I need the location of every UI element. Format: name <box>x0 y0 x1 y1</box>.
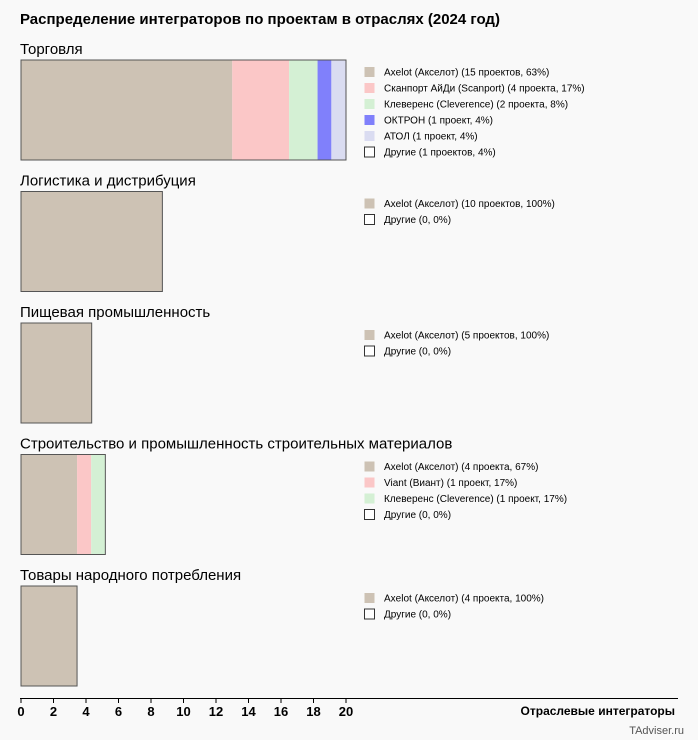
legend-label: Axelot (Акселот) (4 проекта, 100%) <box>384 593 545 605</box>
legend-swatch <box>365 215 375 225</box>
section-0 <box>20 41 585 160</box>
section-3 <box>20 436 567 555</box>
bar-segment <box>77 455 91 555</box>
legend-label: Другие (0, 0%) <box>384 510 452 521</box>
legend-swatch <box>365 67 375 77</box>
x-axis-title: Отраслевые интеграторы <box>520 704 675 718</box>
x-tick-label: 16 <box>273 704 289 719</box>
x-tick-label: 0 <box>17 704 25 719</box>
legend-swatch <box>365 346 375 356</box>
legend-label: Другие (0, 0%) <box>384 609 452 621</box>
source-label: TAdviser.ru <box>629 725 684 737</box>
legend-label: Viant (Виант) (1 проект, 17%) <box>384 478 518 489</box>
bar-segment <box>91 455 105 555</box>
bar-segment <box>331 60 346 160</box>
section-2 <box>20 304 549 423</box>
x-tick-label: 10 <box>176 704 191 719</box>
section-title: Логистика и дистрибуция <box>20 172 196 190</box>
legend-label: Клеверенс (Cleverence) (2 проекта, 8%) <box>384 99 569 111</box>
section-title: Товары народного потребления <box>20 567 242 584</box>
legend-label: Сканпорт АйДи (Scanport) (4 проекта, 17%) <box>384 83 585 95</box>
bar-segment <box>289 60 317 160</box>
legend-label: Axelot (Акселот) (4 проекта, 67%) <box>384 462 539 473</box>
section-title: Строительство и промышленность строительных материалов <box>20 435 453 453</box>
bar-segment <box>21 455 77 555</box>
legend-swatch <box>365 494 375 504</box>
legend-swatch <box>365 462 375 472</box>
x-tick-label: 12 <box>208 704 224 719</box>
legend-label: АТОЛ (1 проект, 4%) <box>384 131 478 143</box>
legend-label: Другие (0, 0%) <box>384 346 452 358</box>
legend-swatch <box>365 330 375 340</box>
legend-swatch <box>365 510 375 520</box>
sections <box>20 41 585 686</box>
legend-label: Axelot (Акселот) (5 проектов, 100%) <box>384 330 550 342</box>
bar-segment <box>21 60 232 160</box>
legend-swatch <box>365 199 375 209</box>
legend-swatch <box>365 609 375 619</box>
section-1 <box>20 173 555 292</box>
x-tick-label: 14 <box>241 704 256 719</box>
x-tick-label: 18 <box>306 704 321 719</box>
legend-swatch <box>365 593 375 603</box>
bar-segment <box>318 60 332 160</box>
legend-label: Axelot (Акселот) (15 проектов, 63%) <box>384 67 550 79</box>
legend-label: Axelot (Акселот) (10 проектов, 100%) <box>384 199 555 210</box>
legend-swatch <box>365 99 375 109</box>
x-tick-label: 2 <box>49 704 58 719</box>
x-tick-label: 4 <box>82 704 90 719</box>
x-tick-label: 8 <box>147 704 155 719</box>
x-tick-label: 20 <box>338 704 354 719</box>
bar-segment <box>21 586 77 686</box>
section-title: Пищевая промышленность <box>20 304 211 321</box>
bar-segment <box>232 60 289 160</box>
legend-swatch <box>365 115 375 125</box>
x-tick-label: 6 <box>114 704 123 719</box>
chart-title: Распределение интеграторов по проектам в отраслях (2024 год) <box>20 11 500 28</box>
legend-swatch <box>365 83 375 93</box>
legend-swatch <box>365 147 375 157</box>
legend-label: ОКТРОН (1 проект, 4%) <box>384 115 494 127</box>
legend-label: Другие (0, 0%) <box>384 215 452 226</box>
bar-segment <box>21 192 162 292</box>
legend-label: Другие (1 проектов, 4%) <box>384 147 496 159</box>
legend-label: Клеверенс (Cleverence) (1 проект, 17%) <box>384 494 568 505</box>
legend-swatch <box>365 478 375 488</box>
legend-swatch <box>365 131 375 141</box>
section-title: Торговля <box>20 41 83 58</box>
bar-segment <box>21 323 92 423</box>
section-4 <box>20 567 544 686</box>
